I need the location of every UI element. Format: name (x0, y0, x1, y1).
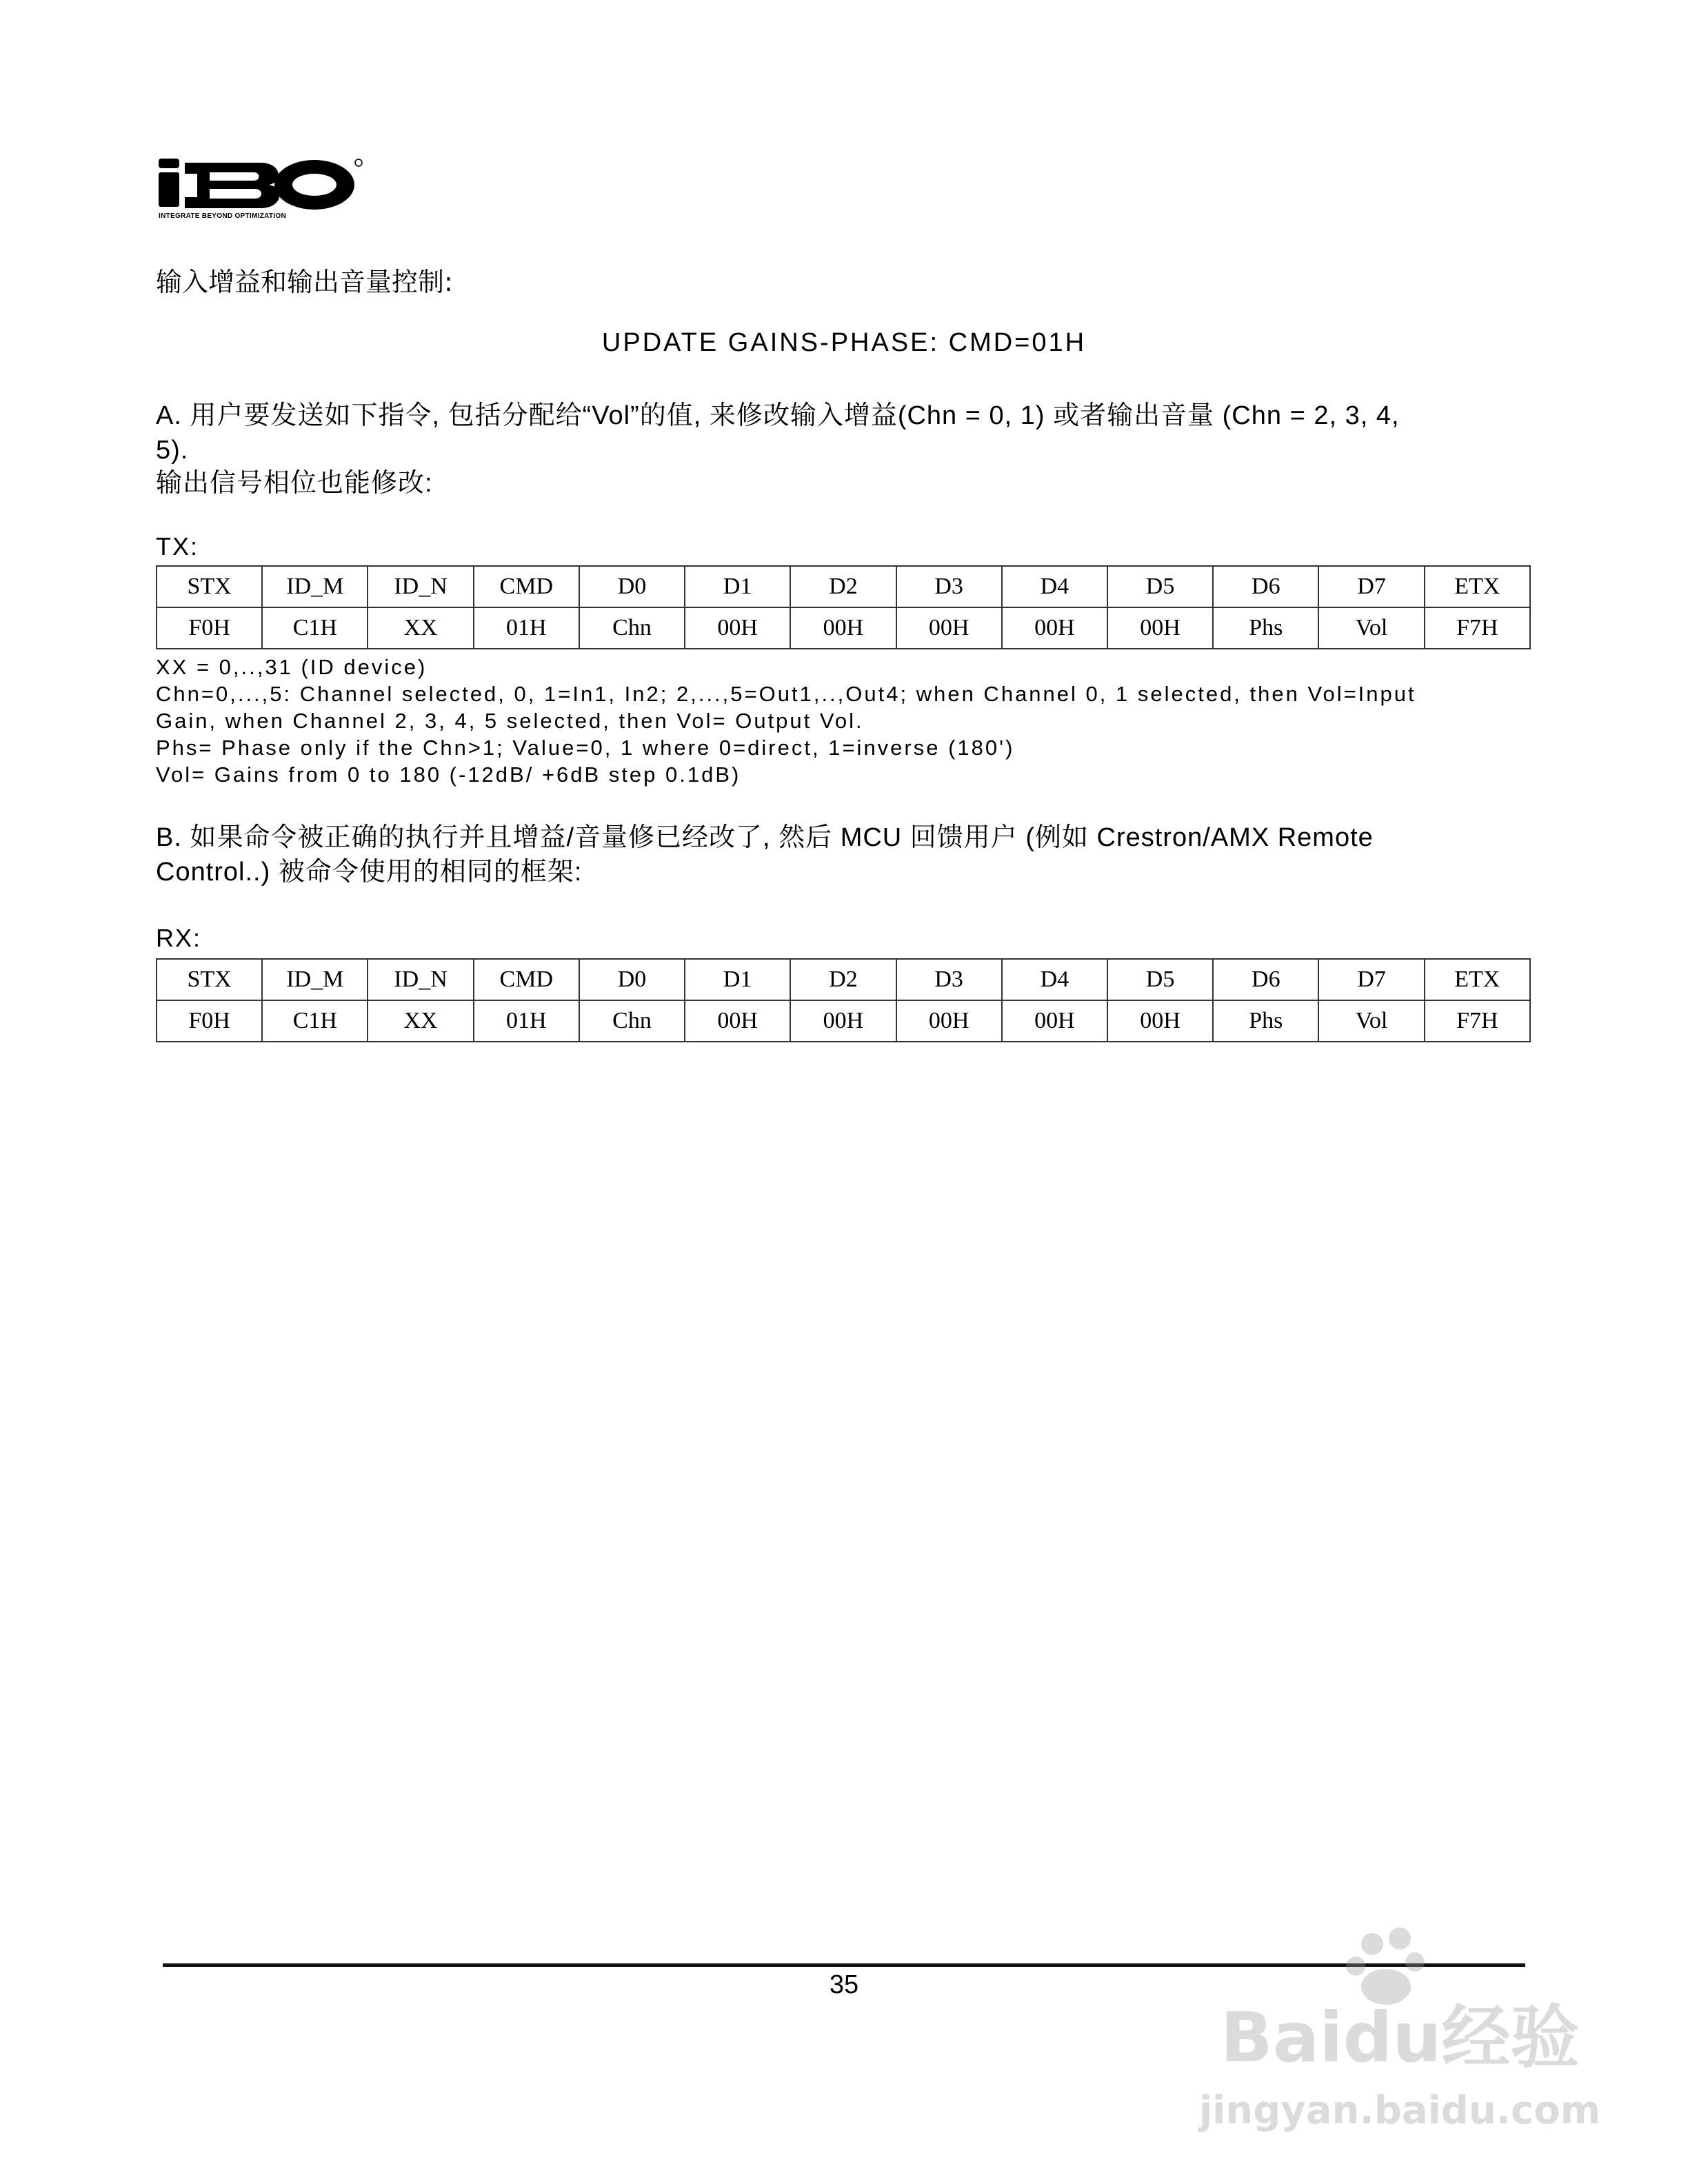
rx-value-cell: 00H (790, 1000, 896, 1042)
rx-header-cell: D6 (1213, 959, 1318, 1000)
tx-header-cell: D6 (1213, 566, 1318, 607)
note-line: Phs= Phase only if the Chn>1; Value=0, 1 where 0=direct, 1=inverse (180') (156, 736, 1015, 760)
rx-value-cell: Phs (1213, 1000, 1318, 1042)
rx-header-cell: ETX (1425, 959, 1530, 1000)
tx-value-cell: 00H (685, 607, 790, 649)
tx-header-cell: D3 (896, 566, 1002, 607)
rx-header-cell: ID_N (368, 959, 473, 1000)
note-line: Vol= Gains from 0 to 180 (-12dB/ +6dB step 0.1dB) (156, 762, 741, 787)
rx-value-cell: F0H (157, 1000, 262, 1042)
tx-value-cell: Phs (1213, 607, 1318, 649)
rx-header-row (157, 959, 1530, 1000)
rx-label: RX: (156, 924, 202, 952)
rx-value-cell: 00H (685, 1000, 790, 1042)
paragraph-b (156, 820, 1534, 889)
rx-frame-table (156, 958, 1531, 1042)
tx-value-cell: 00H (1107, 607, 1213, 649)
rx-header-cell: D2 (790, 959, 896, 1000)
rx-header-cell: D1 (685, 959, 790, 1000)
tx-value-cell: XX (368, 607, 473, 649)
tx-label: TX: (156, 532, 199, 560)
watermark-url: jingyan.baidu.com (1198, 2088, 1601, 2133)
rx-header-cell: D5 (1107, 959, 1213, 1000)
rx-value-cell: Vol (1318, 1000, 1424, 1042)
tx-value-cell: 00H (1002, 607, 1107, 649)
note-line: Chn=0,...,5: Channel selected, 0, 1=In1, In2; 2,...,5=Out1,..,Out4; when Channel 0, 1 selected, then Vol=Input (156, 682, 1416, 706)
rx-header-cell: STX (157, 959, 262, 1000)
tx-header-cell: D4 (1002, 566, 1107, 607)
baidu-watermark (1193, 1923, 1607, 2137)
watermark-brand: Baidu经验 (1220, 1997, 1580, 2078)
note-line: Gain, when Channel 2, 3, 4, 5 selected, then Vol= Output Vol. (156, 709, 864, 733)
tx-value-cell: C1H (262, 607, 368, 649)
tx-header-cell: ID_N (368, 566, 473, 607)
tx-header-cell: STX (157, 566, 262, 607)
rx-value-cell: 00H (1107, 1000, 1213, 1042)
tx-header-row (157, 566, 1530, 607)
rx-header-cell: D0 (579, 959, 685, 1000)
rx-value-cell: 00H (896, 1000, 1002, 1042)
tx-header-cell: D1 (685, 566, 790, 607)
command-title: UPDATE GAINS-PHASE: CMD=01H (601, 328, 1087, 357)
rx-value-cell: C1H (262, 1000, 368, 1042)
rx-value-cell: Chn (579, 1000, 685, 1042)
rx-header-cell: D3 (896, 959, 1002, 1000)
rx-header-cell: D4 (1002, 959, 1107, 1000)
rx-value-cell: 01H (474, 1000, 579, 1042)
tx-header-cell: ID_M (262, 566, 368, 607)
tx-frame-table (156, 565, 1531, 649)
tx-value-cell: Chn (579, 607, 685, 649)
rx-header-cell: ID_M (262, 959, 368, 1000)
tx-header-cell: D7 (1318, 566, 1424, 607)
rx-value-cell: 00H (1002, 1000, 1107, 1042)
rx-header-cell: D7 (1318, 959, 1424, 1000)
rx-value-cell: F7H (1425, 1000, 1530, 1042)
logo-tagline: INTEGRATE BEYOND OPTIMIZATION (159, 212, 286, 220)
rx-header-cell: CMD (474, 959, 579, 1000)
rx-value-row (157, 1000, 1530, 1042)
page-number: 35 (829, 1970, 859, 1999)
tx-value-row (157, 607, 1530, 649)
tx-value-cell: Vol (1318, 607, 1424, 649)
note-line: XX = 0,..,31 (ID device) (156, 655, 428, 679)
section-title: 输入增益和输出音量控制: (156, 267, 453, 297)
tx-value-cell: 01H (474, 607, 579, 649)
paragraph-a (156, 398, 1534, 467)
tx-header-cell: D0 (579, 566, 685, 607)
tx-header-cell: D2 (790, 566, 896, 607)
tx-value-cell: 00H (790, 607, 896, 649)
rx-value-cell: XX (368, 1000, 473, 1042)
tx-header-cell: ETX (1425, 566, 1530, 607)
paragraph-b-line2: Control..) 被命令使用的相同的框架: (156, 858, 583, 887)
paragraph-a-line1: A. 用户要发送如下指令, 包括分配给“Vol”的值, 来修改输入增益(Chn = 0, 1) 或者输出音量 (Chn = 2, 3, 4, (156, 401, 1400, 430)
paragraph-b-line1: B. 如果命令被正确的执行并且增益/音量修已经改了, 然后 MCU 回馈用户 (例如 Crestron/AMX Remote (156, 823, 1374, 852)
parameter-notes (156, 654, 1542, 788)
paragraph-a-line3: 输出信号相位也能修改: (156, 469, 433, 498)
ibo-logo (157, 157, 364, 240)
tx-value-cell: F7H (1425, 607, 1530, 649)
tx-value-cell: 00H (896, 607, 1002, 649)
tx-header-cell: CMD (474, 566, 579, 607)
paragraph-a-line2: 5). (156, 436, 189, 465)
tx-header-cell: D5 (1107, 566, 1213, 607)
tx-value-cell: F0H (157, 607, 262, 649)
